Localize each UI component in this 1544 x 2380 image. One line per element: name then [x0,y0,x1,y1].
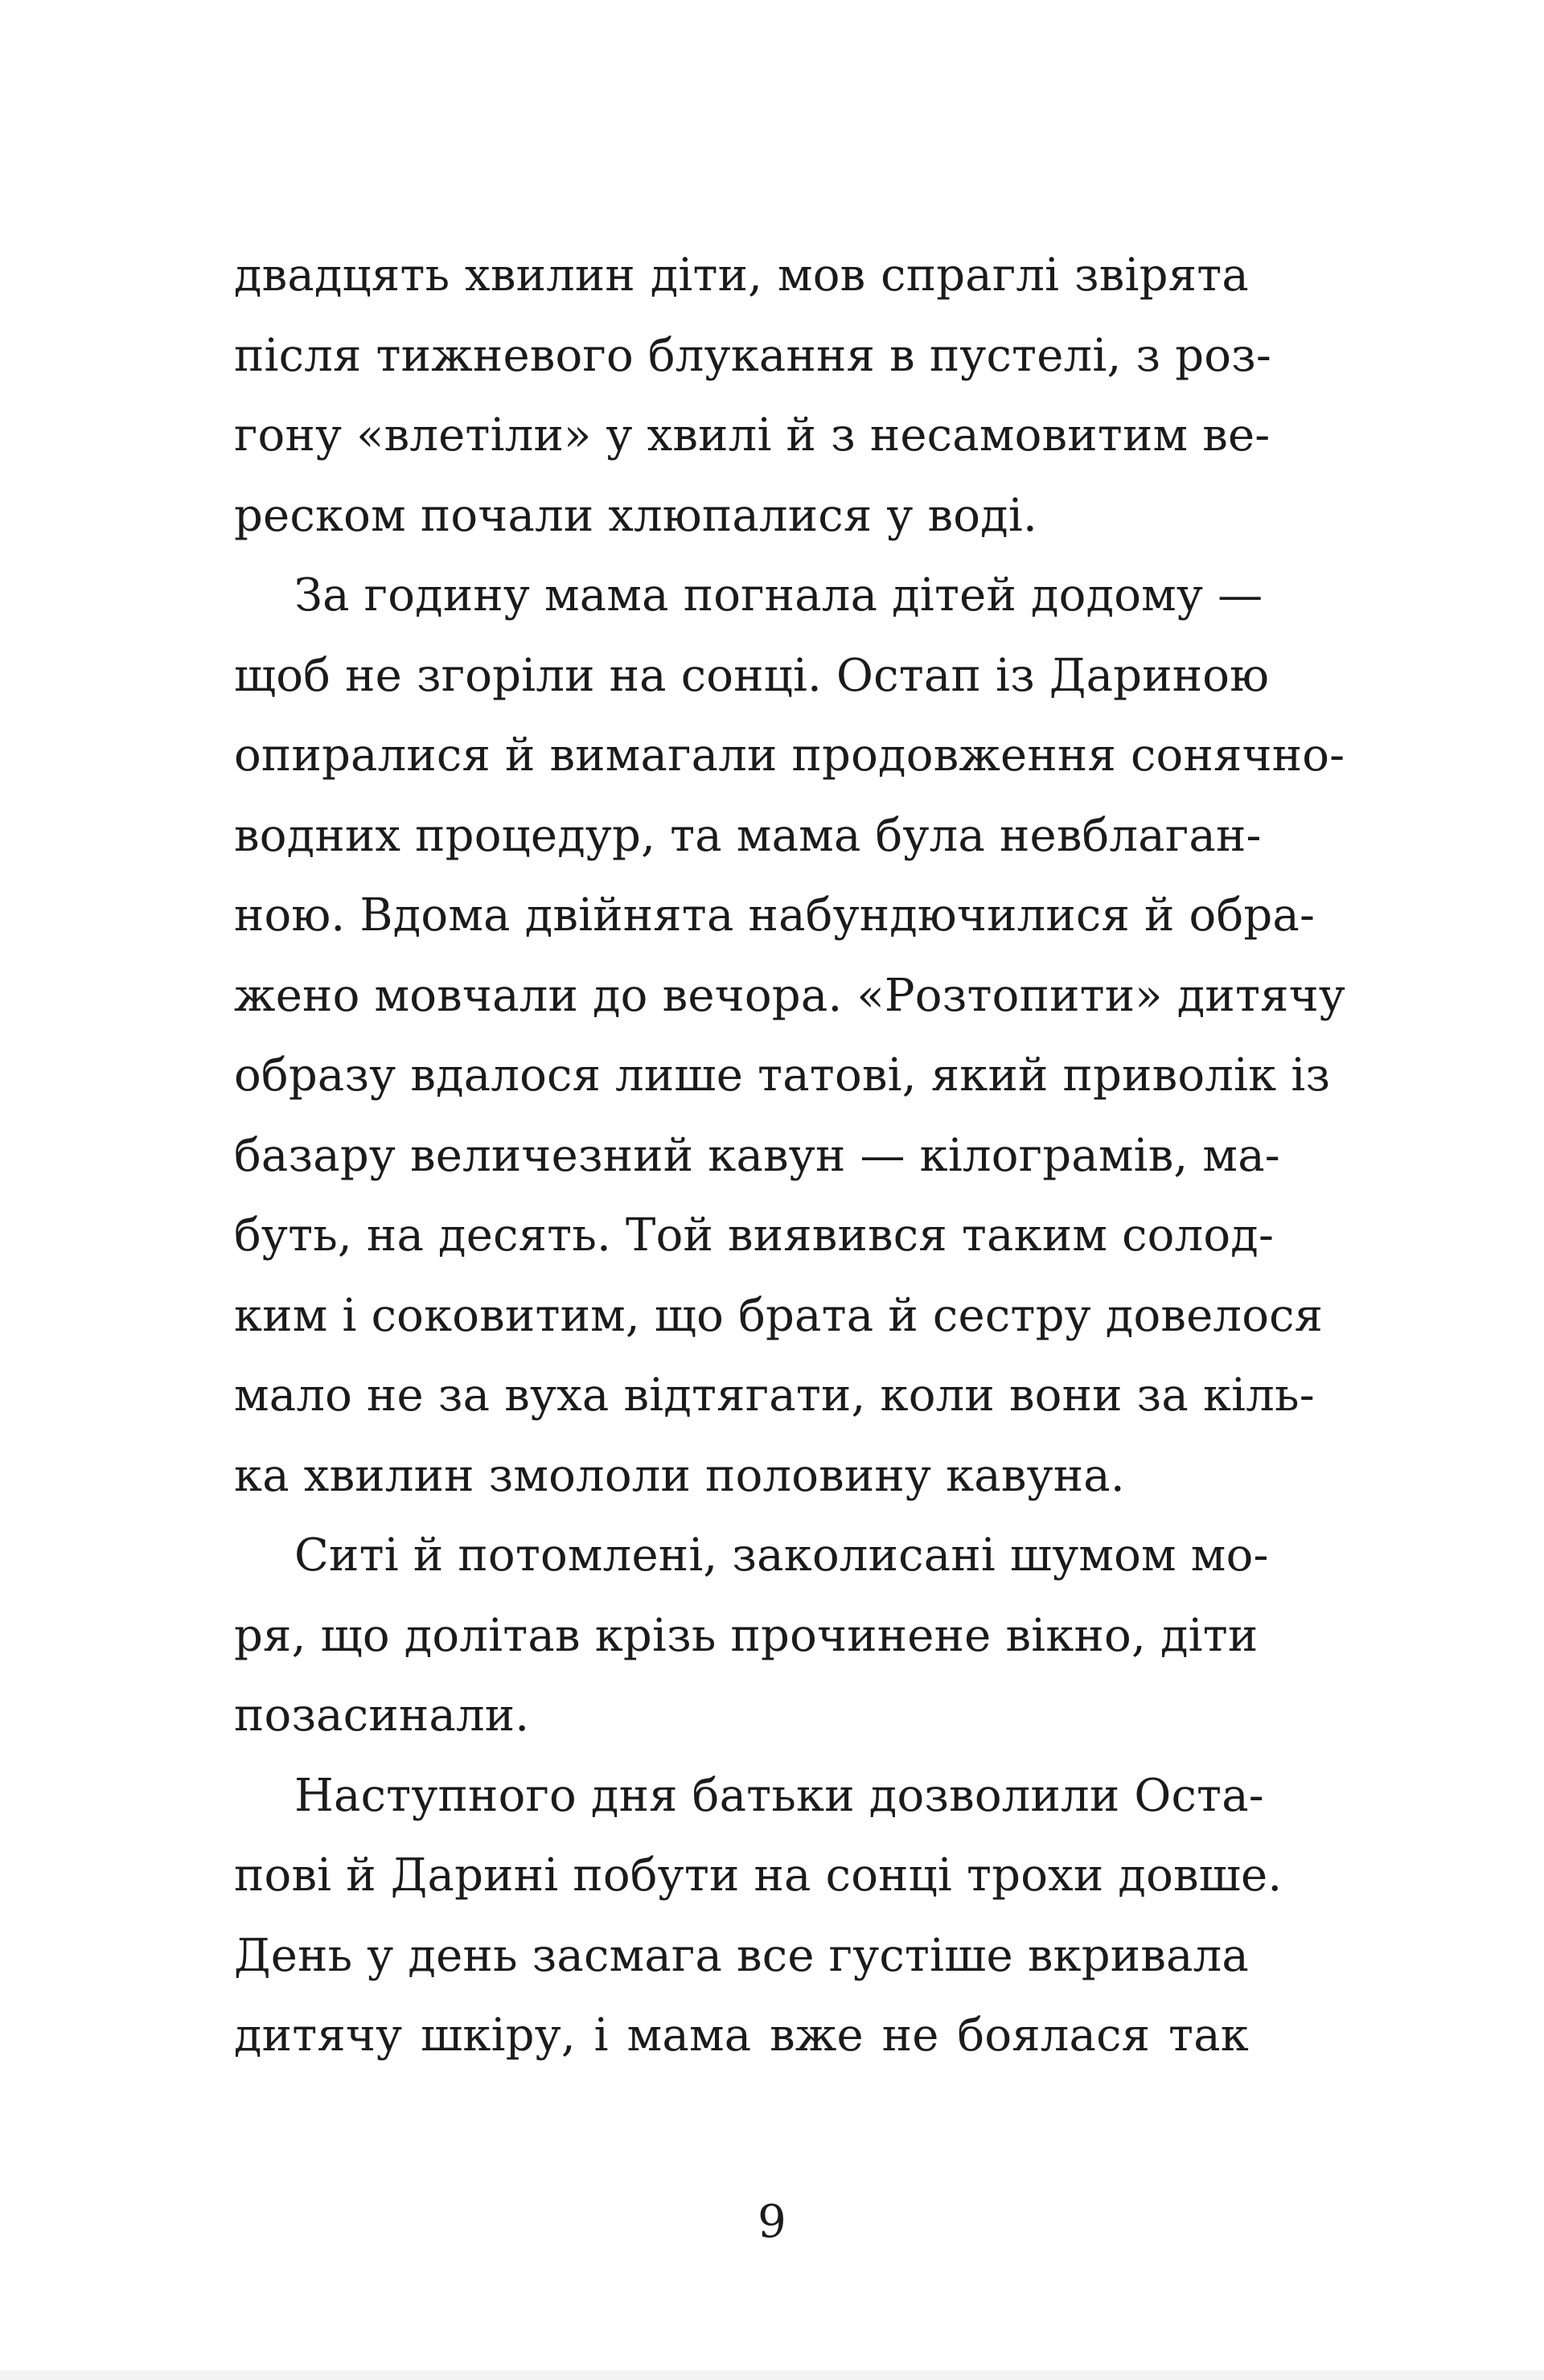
text-line: водних процедур, та мама була невблаган- [234,809,1262,862]
text-line: жено мовчали до вечора. «Розтопити» дитячу [234,969,1346,1022]
text-line: ка хвилин змололи половину кавуна. [234,1449,1125,1502]
paragraph-first-line: Ситі й потомлені, заколисані шумом мо- [294,1529,1269,1582]
page-bottom-edge [0,2370,1544,2380]
text-line: позасинали. [234,1689,530,1742]
text-line: буть, на десять. Той виявився таким солод- [234,1209,1275,1262]
text-line: базару величезний кавун — кілограмів, ма- [234,1129,1280,1182]
body-text [234,236,1346,2076]
text-line: двадцять хвилин діти, мов спраглі звірята [234,249,1249,302]
paragraph-first-line: За годину мама погнала дітей додому — [294,569,1263,622]
text-line: ря, що долітав крізь прочинене вікно, діти [234,1609,1259,1662]
text-line: ною. Вдома двійнята набундючилися й обра- [234,889,1316,942]
text-line: дитячу шкіру, і мама вже не боялася так [234,2009,1249,2062]
text-line: образу вдалося лише татові, який приволік із [234,1049,1331,1102]
text-line: щоб не згоріли на сонці. Остап із Дариною [234,649,1270,702]
paragraph-first-line: Наступного дня батьки дозволили Оста- [294,1769,1264,1822]
page-number: 9 [758,2196,786,2248]
text-line: пові й Дарині побути на сонці трохи довше. [234,1849,1283,1902]
text-line: реском почали хлюпалися у воді. [234,489,1037,542]
text-line: ким і соковитим, що брата й сестру довелося [234,1289,1324,1342]
text-line: гону «влетіли» у хвилі й з несамовитим ве- [234,409,1271,462]
text-line: після тижневого блукання в пустелі, з роз- [234,329,1272,382]
text-line: опиралися й вимагали продовження сонячно- [234,729,1345,782]
text-line: мало не за вуха відтягати, коли вони за кіль- [234,1369,1315,1422]
text-line: День у день засмага все густіше вкривала [234,1929,1249,1982]
